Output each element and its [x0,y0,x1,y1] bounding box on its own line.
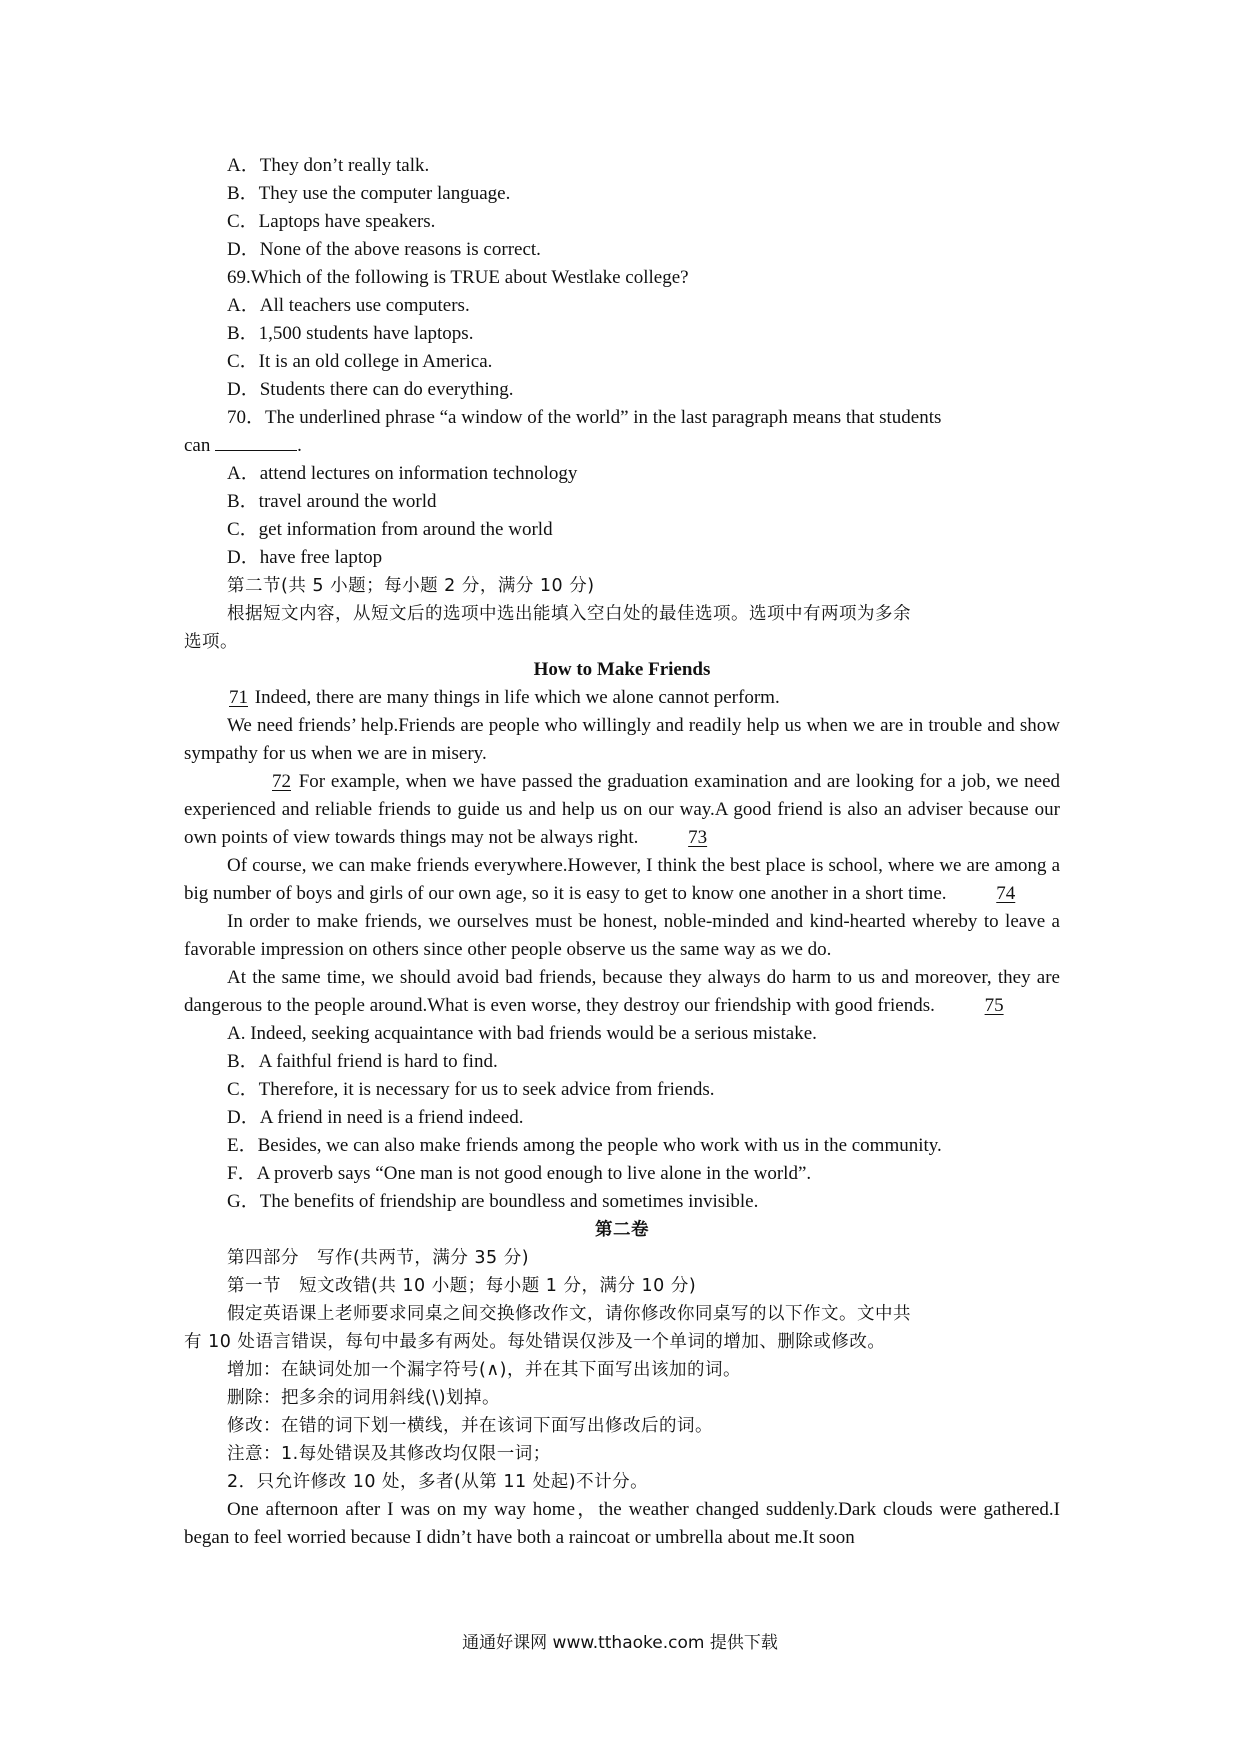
passage-option-a: A. Indeed, seeking acquaintance with bad friends would be a serious mistake. [227,1023,817,1044]
rule-delete: 删除：把多余的词用斜线(\)划掉。 [227,1388,501,1408]
footer-source: 通通好课网 www.tthaoke.com 提供下载 [462,1633,778,1653]
passage-option-c: C．Therefore, it is necessary for us to seek advice from friends. [227,1079,715,1100]
q68-option-a: A．They don’t really talk. [227,155,430,176]
q68-option-b: B．They use the computer language. [227,183,511,204]
blank-71: 71 [229,687,248,708]
q68-option-c: C．Laptops have speakers. [227,211,436,232]
blank-73: 73 [688,827,708,848]
passage-paragraph-1: 71 Indeed, there are many things in life which we alone cannot perform. [184,684,1060,712]
blank-74: 74 [996,883,1016,904]
passage-option-g: G．The benefits of friendship are boundless and sometimes invisible. [227,1191,759,1212]
answer-blank [215,432,297,451]
volume2-heading: 第二卷 [595,1220,649,1240]
passage-option-f: F．A proverb says “One man is not good enough to live alone in the world”. [227,1163,812,1184]
passage-paragraph-5: In order to make friends, we ourselves must be honest, noble-minded and kind-hearted whereby to leave a favorable impression on others since other people observe us the same way as we do. [184,911,1060,960]
part4-heading: 第四部分 写作(共两节，满分 35 分) [227,1248,530,1268]
exam-page [184,152,1060,1552]
correction-instruction-1: 假定英语课上老师要求同桌之间交换修改作文，请你修改你同桌写的以下作文。文中共 [227,1304,911,1324]
q70-stem-continued [184,432,1060,460]
correction-instruction-2: 有 10 处语言错误，每句中最多有两处。每处错误仅涉及一个单词的增加、删除或修改。 [184,1332,886,1352]
passage-option-d: D．A friend in need is a friend indeed. [227,1107,524,1128]
q69-option-d: D．Students there can do everything. [227,379,514,400]
q70-option-d: D．have free laptop [227,547,383,568]
section2-instruction-1: 根据短文内容，从短文后的选项中选出能填入空白处的最佳选项。选项中有两项为多余 [227,604,911,624]
passage-title: How to Make Friends [533,659,711,680]
q69-stem: 69.Which of the following is TRUE about Westlake college? [227,267,689,288]
rule-modify: 修改：在错的词下划一横线，并在该词下面写出修改后的词。 [227,1416,713,1436]
q70-option-c: C．get information from around the world [227,519,553,540]
section2-heading: 第二节(共 5 小题；每小题 2 分，满分 10 分) [227,576,595,596]
blank-72: 72 [272,771,291,792]
q69-option-b: B．1,500 students have laptops. [227,323,474,344]
essay-text: One afternoon after I was on my way home，the weather changed suddenly.Dark clouds were gathered.I began to feel worried because I didn’t have both a raincoat or umbrella about me.It soon [184,1499,1060,1548]
q69-option-c: C．It is an old college in America. [227,351,493,372]
note-2: 2．只允许修改 10 处，多者(从第 11 处起)不计分。 [227,1472,649,1492]
rule-add: 增加：在缺词处加一个漏字符号(∧)，并在其下面写出该加的词。 [227,1360,741,1380]
passage-paragraph-4: Of course, we can make friends everywhere.However, I think the best place is school, where we are among a big number of boys and girls of our own age, so it is easy to get to know one another in a short time. 74 [184,852,1060,908]
passage-option-b: B．A faithful friend is hard to find. [227,1051,498,1072]
blank-75: 75 [984,995,1004,1016]
section2-instruction-2: 选项。 [184,632,238,652]
q70-option-b: B．travel around the world [227,491,437,512]
q68-option-d: D．None of the above reasons is correct. [227,239,541,260]
q70-stem: 70．The underlined phrase “a window of the world” in the last paragraph means that students [227,407,942,428]
section1-heading: 第一节 短文改错(共 10 小题；每小题 1 分，满分 10 分) [227,1276,697,1296]
passage-option-e: E．Besides, we can also make friends among the people who work with us in the community. [227,1135,942,1156]
q70-stem-can: can [184,435,211,456]
passage-paragraph-3: 72 For example, when we have passed the graduation examination and are looking for a job, we need experienced and reliable friends to guide us and help us on our way.A good friend is also an adviser because our own points of view towards things may not be always right. 73 [184,768,1060,852]
passage-paragraph-6: At the same time, we should avoid bad friends, because they always do harm to us and moreover, they are dangerous to the people around.What is even worse, they destroy our friendship with good friends. 75 [184,964,1060,1020]
q69-option-a: A．All teachers use computers. [227,295,470,316]
q70-stem-end: . [297,435,302,456]
note-1: 注意：1.每处错误及其修改均仅限一词； [227,1444,551,1464]
passage-paragraph-2: We need friends’ help.Friends are people who willingly and readily help us when we are in trouble and show sympathy for us when we are in misery. [184,715,1060,764]
q70-option-a: A．attend lectures on information technology [227,463,578,484]
